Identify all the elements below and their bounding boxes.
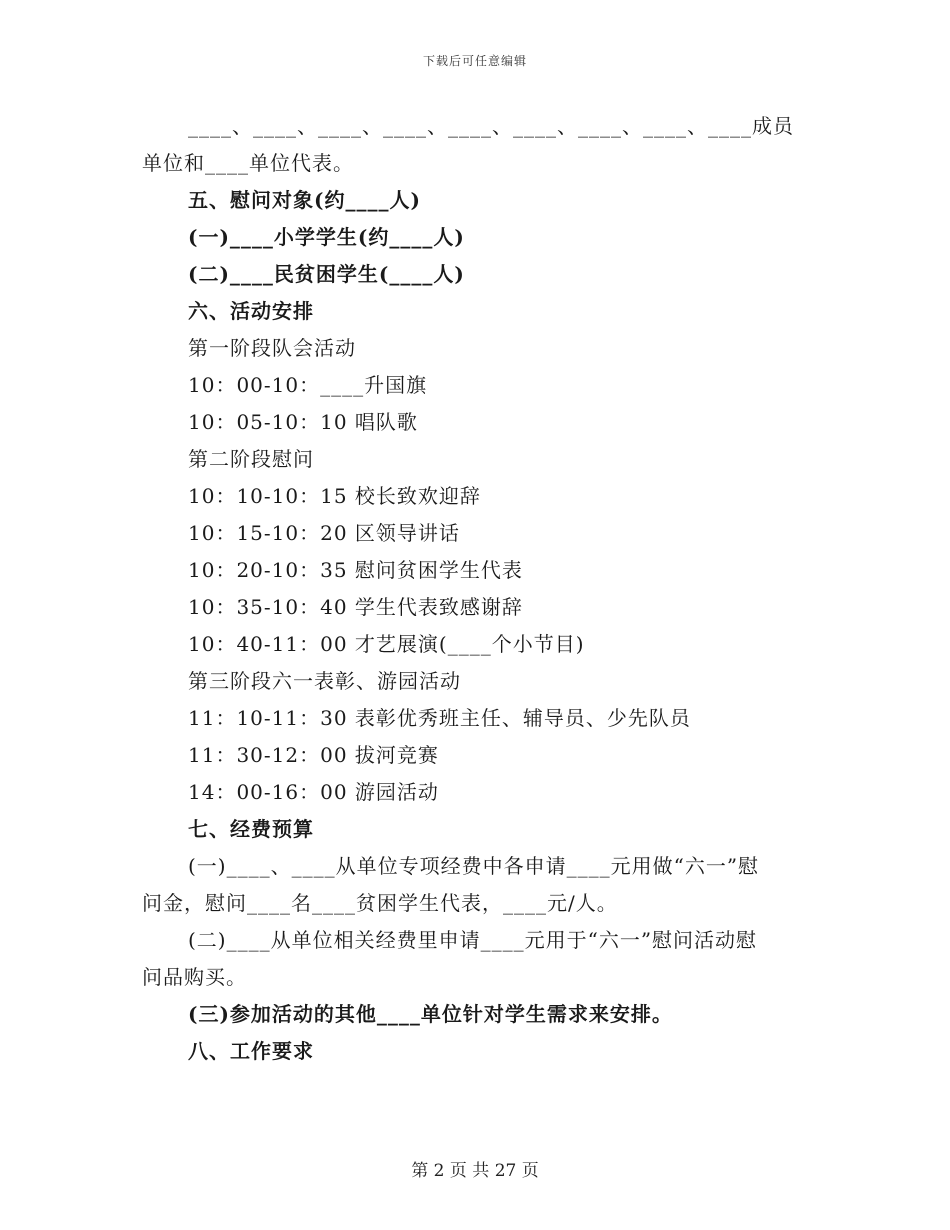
text-line: 10：05-10：10 唱队歌 (188, 410, 418, 434)
text-line: 问品购买。 (142, 965, 247, 989)
text-line: ____、____、____、____、____、____、____、____、____成员 (188, 114, 794, 138)
text-line: 11：10-11：30 表彰优秀班主任、辅导员、少先队员 (188, 706, 691, 730)
text-line: 10：35-10：40 学生代表致感谢辞 (188, 595, 523, 619)
text-line: 问金，慰问____名____贫困学生代表，____元/人。 (142, 891, 618, 915)
text-line: 单位和____单位代表。 (142, 151, 354, 175)
text-line: (二)____从单位相关经费里申请____元用于“六一”慰问活动慰 (188, 928, 758, 952)
section-heading: 六、活动安排 (188, 299, 314, 323)
text-line: 10：10-10：15 校长致欢迎辞 (188, 484, 481, 508)
text-line: (一)____、____从单位专项经费中各申请____元用做“六一”慰 (188, 854, 760, 878)
page-header: 下载后可任意编辑 (422, 54, 527, 68)
text-line: 10：15-10：20 区领导讲话 (188, 521, 460, 545)
text-line: 第三阶段六一表彰、游园活动 (188, 669, 461, 693)
section-heading: (三)参加活动的其他____单位针对学生需求来安排。 (188, 1002, 673, 1026)
text-line: 第二阶段慰问 (188, 447, 314, 471)
section-heading: 八、工作要求 (188, 1039, 314, 1063)
document-body (142, 108, 802, 1070)
text-line: 14：00-16：00 游园活动 (188, 780, 439, 804)
text-line: 11：30-12：00 拔河竞赛 (188, 743, 439, 767)
text-line: 10：20-10：35 慰问贫困学生代表 (188, 558, 523, 582)
section-heading: (一)____小学学生(约____人) (188, 225, 465, 249)
text-line: 第一阶段队会活动 (188, 336, 356, 360)
section-heading: 七、经费预算 (188, 817, 314, 841)
text-line: 10：00-10：____升国旗 (188, 373, 428, 397)
text-line: 10：40-11：00 才艺展演(____个小节目) (188, 632, 585, 656)
section-heading: (二)____民贫困学生(____人) (188, 262, 465, 286)
section-heading: 五、慰问对象(约____人) (188, 188, 421, 212)
page-footer: 第 2 页 共 27 页 (411, 1161, 539, 1181)
